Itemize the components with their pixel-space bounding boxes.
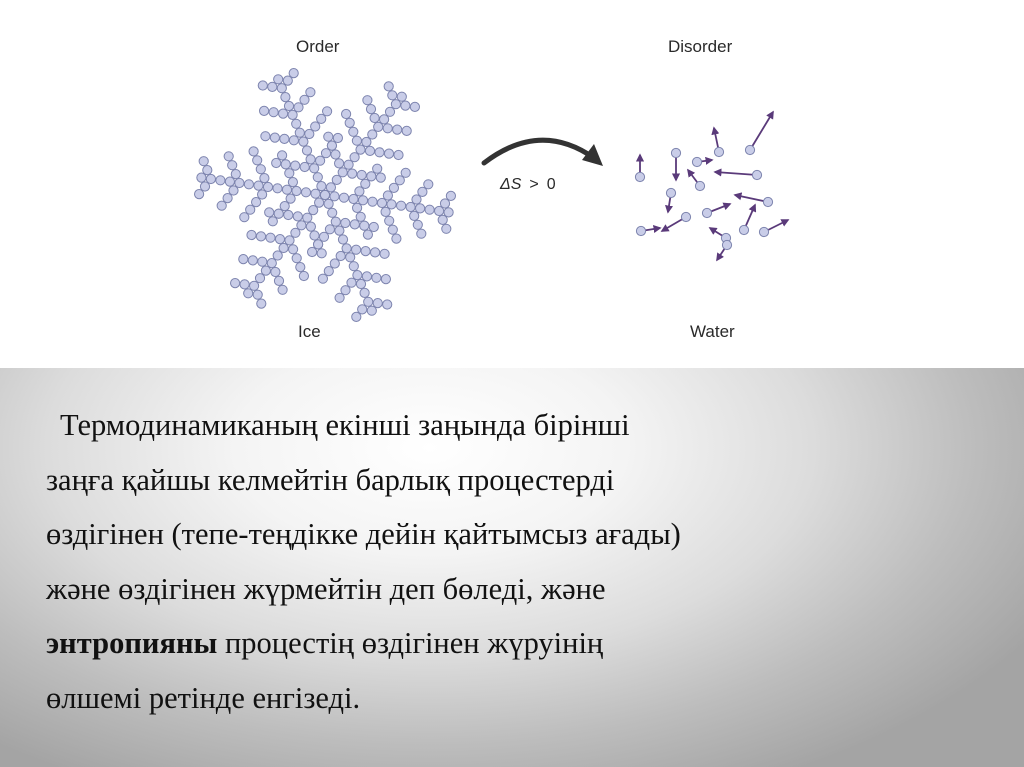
molecule — [284, 101, 293, 110]
order-label: Order — [296, 37, 340, 56]
molecule — [714, 147, 723, 156]
molecule — [383, 191, 392, 200]
molecule — [361, 247, 370, 256]
molecule — [314, 240, 323, 249]
text-line-6: өлшемі ретінде енгізеді. — [46, 680, 361, 715]
molecule — [401, 168, 410, 177]
molecule — [418, 187, 427, 196]
molecule — [342, 244, 351, 253]
molecule — [270, 133, 279, 142]
molecule — [365, 146, 374, 155]
molecule — [293, 212, 302, 221]
molecule — [254, 181, 263, 190]
molecule — [402, 126, 411, 135]
text-line-5-rest: процестің өздігінен жүруінің — [217, 626, 604, 660]
molecule — [310, 164, 319, 173]
molecule — [349, 127, 358, 136]
molecule — [366, 105, 375, 114]
molecule — [240, 213, 249, 222]
molecule — [681, 212, 690, 221]
molecule — [260, 106, 269, 115]
molecule — [442, 224, 451, 233]
molecule — [364, 297, 373, 306]
molecule — [223, 194, 232, 203]
molecule — [440, 199, 449, 208]
molecule — [258, 190, 267, 199]
ice-crystal — [195, 69, 456, 322]
molecule — [335, 159, 344, 168]
molecule — [338, 235, 347, 244]
molecule — [695, 181, 704, 190]
molecule — [353, 271, 362, 280]
molecule — [636, 226, 645, 235]
molecule — [369, 222, 378, 231]
molecule — [327, 141, 336, 150]
motion-arrow — [715, 172, 757, 175]
molecule — [285, 169, 294, 178]
molecule — [278, 285, 287, 294]
molecule — [331, 217, 340, 226]
molecule — [335, 226, 344, 235]
molecule — [352, 136, 361, 145]
molecule — [330, 259, 339, 268]
molecule — [384, 82, 393, 91]
molecule — [763, 197, 772, 206]
molecule — [281, 93, 290, 102]
molecule — [261, 132, 270, 141]
molecule — [410, 102, 419, 111]
molecule — [302, 146, 311, 155]
molecule — [311, 189, 320, 198]
text-line-3: өздігінен (тепе-теңдікке дейін қайтымсыз ағады) — [46, 517, 681, 551]
molecule — [285, 236, 294, 245]
molecule — [383, 300, 392, 309]
molecule — [253, 290, 262, 299]
molecule — [199, 157, 208, 166]
molecule — [330, 192, 339, 201]
molecule — [288, 110, 297, 119]
molecule — [324, 132, 333, 141]
molecule — [294, 103, 303, 112]
molecule — [375, 148, 384, 157]
molecule — [269, 108, 278, 117]
molecule — [388, 91, 397, 100]
molecule — [702, 208, 711, 217]
molecule — [360, 288, 369, 297]
molecule — [745, 145, 754, 154]
molecule — [373, 299, 382, 308]
molecule — [275, 235, 284, 244]
molecule — [376, 173, 385, 182]
molecule — [273, 251, 282, 260]
molecule — [363, 96, 372, 105]
molecule — [388, 225, 397, 234]
molecule — [317, 114, 326, 123]
molecule — [328, 208, 337, 217]
molecule — [301, 188, 310, 197]
molecule — [360, 221, 369, 230]
molecule — [385, 216, 394, 225]
molecule — [225, 177, 234, 186]
molecule — [256, 232, 265, 241]
order-to-disorder-arrow — [484, 140, 603, 166]
molecule — [352, 245, 361, 254]
molecule — [444, 208, 453, 217]
molecule — [317, 249, 326, 258]
molecule — [350, 153, 359, 162]
molecule — [268, 217, 277, 226]
molecule — [387, 200, 396, 209]
molecule — [272, 158, 281, 167]
molecule — [300, 162, 309, 171]
molecule — [279, 109, 288, 118]
molecule — [335, 293, 344, 302]
greater-than-symbol: > — [529, 176, 539, 193]
molecule — [401, 101, 410, 110]
molecule — [289, 69, 298, 78]
molecule — [356, 279, 365, 288]
molecule — [274, 75, 283, 84]
molecule — [363, 230, 372, 239]
molecule — [249, 147, 258, 156]
disorder-label: Disorder — [668, 37, 733, 56]
molecule — [265, 208, 274, 217]
molecule — [288, 178, 297, 187]
molecule — [361, 179, 370, 188]
molecule — [252, 198, 261, 207]
text-line-1: Термодинамиканың екінші заңында бірінші — [60, 408, 630, 442]
molecule — [371, 248, 380, 257]
molecule — [306, 222, 315, 231]
molecule — [257, 299, 266, 308]
molecule — [292, 186, 301, 195]
molecule — [280, 202, 289, 211]
molecule — [397, 92, 406, 101]
molecule — [362, 272, 371, 281]
molecule — [324, 199, 333, 208]
molecule — [266, 233, 275, 242]
molecule — [300, 95, 309, 104]
molecule — [383, 124, 392, 133]
molecule — [313, 173, 322, 182]
molecule — [291, 161, 300, 170]
molecule — [319, 232, 328, 241]
molecule — [299, 271, 308, 280]
molecule — [373, 164, 382, 173]
molecule — [281, 160, 290, 169]
molecule — [370, 113, 379, 122]
body-text — [46, 398, 1006, 725]
molecule — [253, 156, 262, 165]
molecule — [318, 274, 327, 283]
molecule — [412, 195, 421, 204]
water-label: Water — [690, 322, 735, 341]
molecule — [278, 151, 287, 160]
molecule — [692, 157, 701, 166]
molecule — [333, 133, 342, 142]
zero-value: 0 — [546, 176, 556, 193]
molecule — [320, 190, 329, 199]
molecule — [321, 149, 330, 158]
molecule — [394, 150, 403, 159]
molecule — [353, 203, 362, 212]
molecule — [368, 197, 377, 206]
molecule — [446, 191, 455, 200]
molecule — [292, 119, 301, 128]
molecule — [244, 289, 253, 298]
molecule — [344, 160, 353, 169]
molecule — [195, 190, 204, 199]
molecule — [425, 205, 434, 214]
molecule — [356, 212, 365, 221]
molecule — [280, 134, 289, 143]
molecule — [239, 255, 248, 264]
molecule — [231, 279, 240, 288]
molecule — [348, 169, 357, 178]
molecule — [759, 227, 768, 236]
molecule — [306, 88, 315, 97]
text-line-5 — [46, 616, 1006, 671]
molecule — [380, 115, 389, 124]
molecule — [342, 109, 351, 118]
molecule — [367, 306, 376, 315]
molecule — [324, 267, 333, 276]
molecule — [389, 183, 398, 192]
ice-label: Ice — [298, 322, 321, 341]
molecule — [380, 249, 389, 258]
molecule — [240, 280, 249, 289]
molecule — [384, 149, 393, 158]
molecule — [413, 220, 422, 229]
molecule — [306, 155, 315, 164]
molecule — [274, 209, 283, 218]
molecule — [247, 230, 256, 239]
molecule — [397, 201, 406, 210]
molecule — [255, 274, 264, 283]
molecule — [273, 184, 282, 193]
molecule — [295, 128, 304, 137]
molecule — [424, 180, 433, 189]
molecule — [341, 218, 350, 227]
molecule — [292, 254, 301, 263]
molecule — [338, 168, 347, 177]
molecule — [311, 122, 320, 131]
molecule — [671, 148, 680, 157]
molecule — [299, 137, 308, 146]
molecule — [349, 194, 358, 203]
molecule — [256, 165, 265, 174]
molecule — [248, 256, 257, 265]
molecule — [284, 210, 293, 219]
molecule — [392, 234, 401, 243]
molecule — [197, 173, 206, 182]
molecule — [296, 263, 305, 272]
molecule — [200, 182, 209, 191]
text-panel — [0, 368, 1024, 767]
molecule — [244, 180, 253, 189]
motion-arrow — [750, 112, 773, 150]
molecule — [289, 136, 298, 145]
molecule — [228, 161, 237, 170]
molecule — [350, 220, 359, 229]
molecule — [385, 107, 394, 116]
molecule — [393, 125, 402, 134]
molecule — [291, 228, 300, 237]
water-molecules — [635, 112, 788, 260]
molecule — [258, 81, 267, 90]
molecule — [352, 312, 361, 321]
molecule — [381, 275, 390, 284]
molecule — [331, 150, 340, 159]
molecule — [297, 221, 306, 230]
molecule — [258, 257, 267, 266]
molecule — [356, 145, 365, 154]
molecule — [345, 118, 354, 127]
text-line-2: заңға қайшы келмейтін барлық процестерді — [46, 462, 615, 497]
molecule — [274, 276, 283, 285]
molecule — [303, 213, 312, 222]
molecule — [358, 196, 367, 205]
molecule — [349, 262, 358, 271]
entropy-term: энтропияны — [46, 626, 218, 660]
molecule — [346, 253, 355, 262]
molecule — [416, 204, 425, 213]
molecule — [277, 84, 286, 93]
molecule — [722, 240, 731, 249]
entropy-diagram — [0, 0, 1024, 368]
molecule — [666, 188, 675, 197]
molecule — [357, 170, 366, 179]
molecule — [417, 229, 426, 238]
molecule — [752, 170, 761, 179]
molecule — [271, 267, 280, 276]
molecule — [289, 245, 298, 254]
molecule — [347, 278, 356, 287]
molecule — [308, 247, 317, 256]
molecule — [332, 175, 341, 184]
entropy-change-label — [500, 176, 556, 194]
molecule — [339, 193, 348, 202]
molecule — [224, 152, 233, 161]
molecule — [739, 225, 748, 234]
molecule — [372, 273, 381, 282]
molecule — [229, 186, 238, 195]
molecule — [216, 176, 225, 185]
molecule — [341, 286, 350, 295]
molecule — [310, 231, 319, 240]
molecule — [268, 82, 277, 91]
molecule — [261, 266, 270, 275]
molecule — [282, 185, 291, 194]
molecule — [367, 172, 376, 181]
molecule — [309, 206, 318, 215]
delta-s-symbol: ΔS — [500, 176, 522, 193]
molecule — [317, 182, 326, 191]
molecule — [368, 130, 377, 139]
molecule — [635, 172, 644, 181]
molecule — [323, 107, 332, 116]
molecule — [217, 201, 226, 210]
text-line-4: және өздігінен жүрмейтін деп бөледі, және — [46, 571, 606, 606]
